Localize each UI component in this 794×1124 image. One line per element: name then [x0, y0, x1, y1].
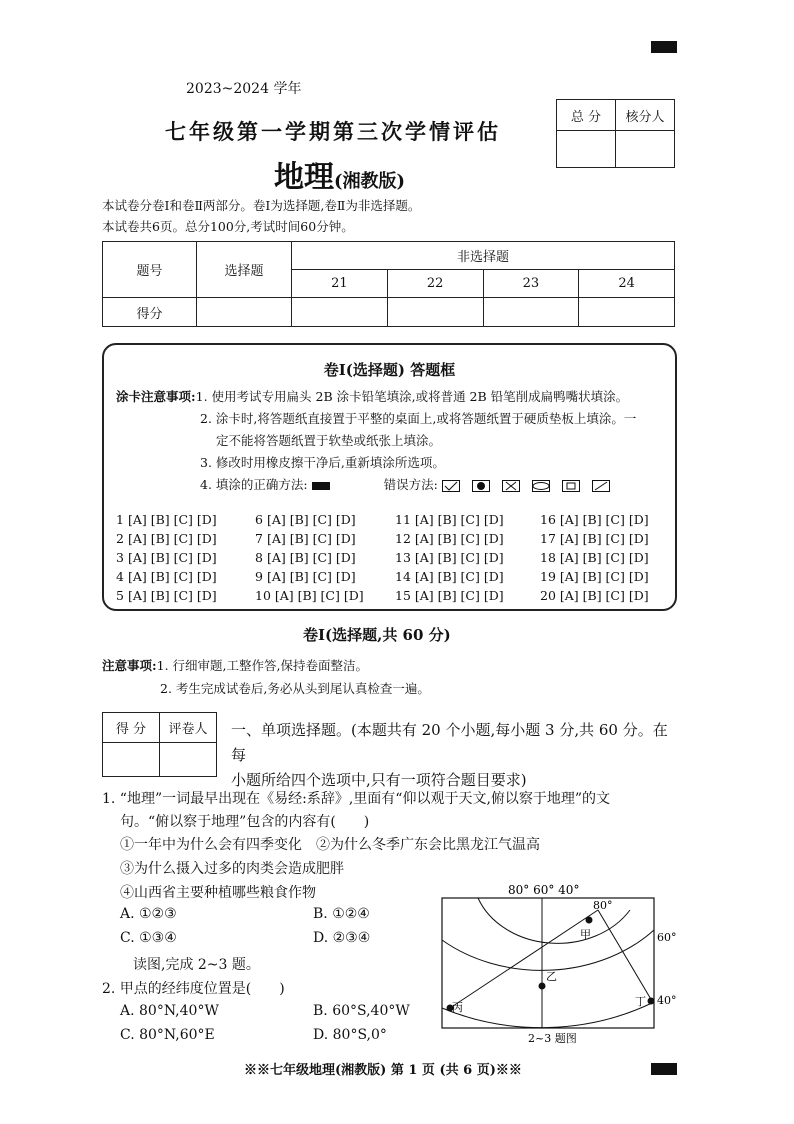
- q2-option-d[interactable]: D. 80°S,0°: [313, 1027, 387, 1043]
- bubble-options[interactable]: [A] [B] [C] [D]: [559, 550, 649, 565]
- score-cell-23[interactable]: [483, 298, 579, 327]
- q-number: 4: [116, 569, 124, 584]
- header-question-no: 题号: [103, 242, 197, 298]
- bubble-column-3: [395, 510, 504, 605]
- intro-line-1: 本试卷分卷Ⅰ和卷Ⅱ两部分。卷Ⅰ为选择题,卷Ⅱ为非选择题。: [102, 198, 421, 213]
- q-number: 7: [255, 531, 263, 546]
- q1-item-1: ①一年中为什么会有四季变化 ②为什么冬季广东会比黑龙江气温高: [120, 837, 540, 853]
- part-1-title-line2: 小题所给四个选项中,只有一项符合题目要求): [231, 771, 527, 789]
- q1-stem-line2: 句。“俯以察于地理”包含的内容有( ): [120, 814, 370, 830]
- grader-name-label: 评卷人: [160, 713, 217, 743]
- checker-cell[interactable]: [616, 131, 675, 168]
- q-number: 15: [395, 588, 411, 603]
- attention-line-2: 2. 考生完成试卷后,务必从头到尾认真检查一遍。: [160, 681, 430, 696]
- header-q21: 21: [292, 270, 388, 298]
- point-ding: [648, 998, 655, 1005]
- label-jia: 甲: [580, 928, 591, 941]
- bubble-options[interactable]: [A] [B] [C] [D]: [414, 531, 504, 546]
- fill-note-4-text: 4. 填涂的正确方法:: [200, 477, 308, 492]
- bubble-options[interactable]: [A] [B] [C] [D]: [414, 569, 504, 584]
- bubble-row[interactable]: [540, 529, 649, 548]
- q1-option-a[interactable]: A. ①②③: [120, 906, 177, 922]
- fill-note-2a: 2. 涂卡时,将答题纸直接置于平整的桌面上,或将答题纸置于硬质垫板上填涂。一: [200, 411, 637, 426]
- subject-title: [274, 152, 405, 196]
- fill-note-1-text: 1. 使用考试专用扁头 2B 涂卡铅笔填涂,或将普通 2B 铅笔削成扁鸭嘴状填涂。: [195, 389, 629, 404]
- part-1-title-line1: 一、单项选择题。(本题共有 20 个小题,每小题 3 分,共 60 分。在每: [231, 721, 668, 764]
- label-bing: 丙: [452, 1001, 463, 1014]
- bubble-column-2: [255, 510, 364, 605]
- read-map-instruction: 读图,完成 2~3 题。: [133, 957, 260, 973]
- bubble-row[interactable]: [395, 586, 504, 605]
- bubble-options[interactable]: [A] [B] [C] [D]: [414, 588, 504, 603]
- corner-mark-top: [651, 41, 677, 53]
- grader-box: [102, 712, 217, 777]
- checker-label: 核分人: [616, 100, 675, 131]
- bubble-row[interactable]: [116, 510, 217, 529]
- slash-mark-icon: [592, 480, 610, 492]
- bubble-options[interactable]: [A] [B] [C] [D]: [559, 569, 649, 584]
- label-40-deg: 40°: [657, 994, 677, 1007]
- q-number: 5: [116, 588, 124, 603]
- q1-stem-line1: 1. “地理”一词最早出现在《易经:系辞》,里面有“仰以观于天文,俯以察于地理”的文: [102, 791, 611, 807]
- q-number: 6: [255, 512, 263, 527]
- part-1-heading: [231, 718, 681, 793]
- label-60-deg: 60°: [657, 931, 677, 944]
- dot-mark-icon: [472, 480, 490, 492]
- oval-mark-icon: [532, 480, 550, 492]
- bubble-options[interactable]: [A] [B] [C] [D]: [127, 588, 217, 603]
- fill-note-1: [116, 387, 628, 405]
- q-number: 12: [395, 531, 411, 546]
- bubble-options[interactable]: [A] [B] [C] [D]: [127, 569, 217, 584]
- section-1-title: 卷Ⅰ(选择题,共 60 分): [303, 626, 451, 644]
- bubble-options[interactable]: [A] [B] [C] [D]: [127, 550, 217, 565]
- fill-note-2b: 定不能将答题纸置于软垫或纸张上填涂。: [216, 433, 442, 448]
- point-yi: [539, 983, 546, 990]
- bubble-options[interactable]: [A] [B] [C] [D]: [414, 550, 504, 565]
- bubble-options[interactable]: [A] [B] [C] [D]: [266, 550, 356, 565]
- q-number: 14: [395, 569, 411, 584]
- exam-title: 七年级第一学期第三次学情评估: [165, 119, 501, 144]
- latitude-40-arc: [442, 1002, 654, 1028]
- map-frame: [442, 898, 654, 1028]
- header-q23: 23: [483, 270, 579, 298]
- bubble-row[interactable]: [116, 548, 217, 567]
- score-table: [102, 241, 675, 327]
- fill-note-4: [200, 475, 610, 493]
- header-choice: 选择题: [197, 242, 292, 298]
- q1-item-2: ③为什么摄入过多的肉类会造成肥胖: [120, 861, 344, 877]
- correct-fill-sample: [312, 482, 330, 490]
- bubble-row[interactable]: [255, 529, 364, 548]
- q-number: 2: [116, 531, 124, 546]
- wrong-method-icons: [442, 480, 610, 492]
- map-caption: 2~3 题图: [528, 1032, 577, 1045]
- subject-name: 地理: [274, 160, 334, 195]
- corner-mark-bottom: [651, 1063, 677, 1075]
- fill-note-3: 3. 修改时用橡皮擦干净后,重新填涂所选项。: [200, 455, 445, 470]
- q-number: 11: [395, 512, 411, 527]
- bubble-row[interactable]: [116, 586, 217, 605]
- q-number: 9: [255, 569, 263, 584]
- q2-option-b[interactable]: B. 60°S,40°W: [313, 1003, 410, 1019]
- map-top-labels: 80° 60° 40°: [508, 883, 580, 897]
- label-80-deg: 80°: [593, 899, 613, 912]
- bubble-options[interactable]: [A] [B] [C] [D]: [559, 588, 649, 603]
- attention-label: 注意事项:: [102, 658, 157, 673]
- bubble-row[interactable]: [395, 548, 504, 567]
- bubble-options[interactable]: [A] [B] [C] [D]: [127, 531, 217, 546]
- bubble-options[interactable]: [A] [B] [C] [D]: [266, 512, 356, 527]
- bubble-row[interactable]: [395, 529, 504, 548]
- total-score-cell[interactable]: [557, 131, 616, 168]
- meridian-left: [450, 910, 598, 1008]
- score-cell-24[interactable]: [579, 298, 675, 327]
- q1-option-b[interactable]: B. ①②④: [313, 906, 370, 922]
- wrong-method-label: 错误方法:: [383, 477, 438, 492]
- q-number: 13: [395, 550, 411, 565]
- q-number: 16: [540, 512, 556, 527]
- school-year: 2023~2024 学年: [186, 81, 302, 97]
- bubble-row[interactable]: [395, 567, 504, 586]
- header-q24: 24: [579, 270, 675, 298]
- q2-stem: 2. 甲点的经纬度位置是( ): [102, 981, 285, 997]
- bubble-row[interactable]: [395, 510, 504, 529]
- answer-frame: [102, 343, 677, 611]
- header-nonchoice: 非选择题: [292, 242, 675, 270]
- q-number: 1: [116, 512, 124, 527]
- page-footer: ※※七年级地理(湘教版) 第 1 页 (共 6 页)※※: [244, 1063, 522, 1078]
- fill-notes-label: 涂卡注意事项:: [116, 389, 196, 404]
- bubble-options[interactable]: [A] [B] [C] [D]: [414, 512, 504, 527]
- bubble-options[interactable]: [A] [B] [C] [D]: [127, 512, 217, 527]
- q1-option-c[interactable]: C. ①③④: [120, 930, 177, 946]
- bubble-row[interactable]: [540, 510, 649, 529]
- grader-name-cell[interactable]: [160, 743, 217, 777]
- bubble-options[interactable]: [A] [B] [C] [D]: [559, 512, 649, 527]
- bubble-options[interactable]: [A] [B] [C] [D]: [266, 531, 356, 546]
- bubble-row[interactable]: [255, 548, 364, 567]
- check-mark-icon: [442, 480, 460, 492]
- bubble-row[interactable]: [116, 567, 217, 586]
- bubble-options[interactable]: [A] [B] [C] [D]: [266, 569, 356, 584]
- meridian-right: [598, 910, 652, 1001]
- bubble-row[interactable]: [255, 586, 364, 605]
- grader-score-cell[interactable]: [103, 743, 160, 777]
- intro-line-2: 本试卷共6页。总分100分,考试时间60分钟。: [102, 219, 354, 234]
- q-number: 8: [255, 550, 263, 565]
- bubble-options[interactable]: [A] [B] [C] [D]: [559, 531, 649, 546]
- attention-line-1: [102, 656, 368, 674]
- label-ding: 丁: [635, 995, 646, 1008]
- bubble-row[interactable]: [255, 567, 364, 586]
- latitude-longitude-map: [440, 880, 680, 1048]
- q-number: 3: [116, 550, 124, 565]
- q-number: 17: [540, 531, 556, 546]
- q-number: 10: [255, 588, 271, 603]
- bubble-row[interactable]: [255, 510, 364, 529]
- bubble-options[interactable]: [A] [B] [C] [D]: [274, 588, 364, 603]
- row-score-label: 得分: [103, 298, 197, 327]
- point-jia: [586, 917, 593, 924]
- bubble-column-4: [540, 510, 649, 605]
- answer-frame-title: 卷Ⅰ(选择题) 答题框: [323, 361, 456, 379]
- header-q22: 22: [387, 270, 483, 298]
- score-cell-21[interactable]: [292, 298, 388, 327]
- bracket-mark-icon: [562, 480, 580, 492]
- score-cell-22[interactable]: [387, 298, 483, 327]
- cross-mark-icon: [502, 480, 520, 492]
- q2-option-c[interactable]: C. 80°N,60°E: [120, 1027, 215, 1043]
- subject-edition: (湘教版): [334, 171, 406, 192]
- total-score-box: [556, 99, 675, 168]
- q1-option-d[interactable]: D. ②③④: [313, 930, 371, 946]
- q2-option-a[interactable]: A. 80°N,40°W: [120, 1003, 219, 1019]
- bubble-row[interactable]: [540, 586, 649, 605]
- score-cell-choice[interactable]: [197, 298, 292, 327]
- q-number: 20: [540, 588, 556, 603]
- bubble-row[interactable]: [116, 529, 217, 548]
- label-yi: 乙: [546, 970, 557, 983]
- q-number: 19: [540, 569, 556, 584]
- grader-score-label: 得 分: [103, 713, 160, 743]
- bubble-row[interactable]: [540, 567, 649, 586]
- q1-item-3: ④山西省主要种植哪些粮食作物: [120, 885, 316, 901]
- total-score-label: 总 分: [557, 100, 616, 131]
- bubble-column-1: [116, 510, 217, 605]
- q-number: 18: [540, 550, 556, 565]
- bubble-row[interactable]: [540, 548, 649, 567]
- attention-1-text: 1. 行细审题,工整作答,保持卷面整洁。: [156, 658, 368, 673]
